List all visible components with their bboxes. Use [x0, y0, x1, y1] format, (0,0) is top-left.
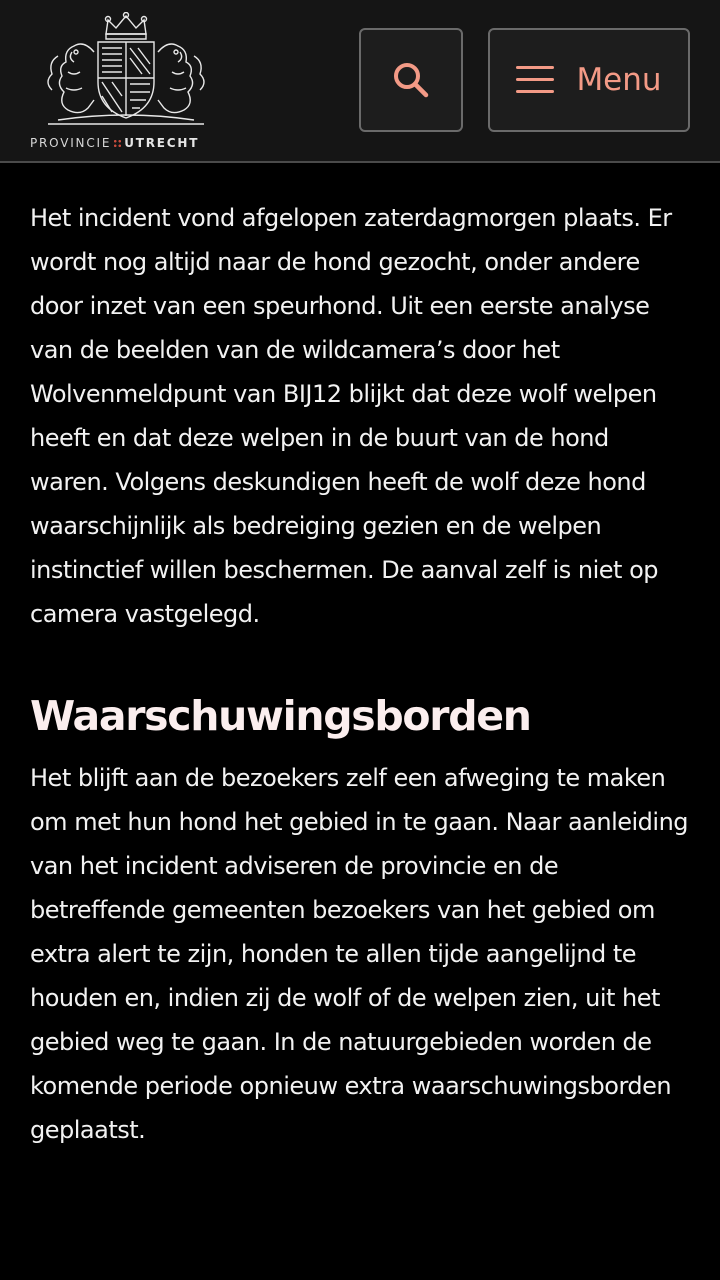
article-paragraph-waarschuwingen: Het blijft aan de bezoekers zelf een afweging te maken om met hun hond het gebied in te gaan. Naar aanleiding van het incident adviseren de provincie en de betreffende gemeenten bezoekers van het gebied om extra alert te zijn, honden te allen tijde aangelijnd te houden en, indien zij de wolf of de welpen zien, uit het gebied weg te gaan. In de natuurgebieden worden de komende periode opnieuw extra waarschuwingsborden geplaatst.	[30, 764, 689, 1144]
search-icon	[391, 60, 431, 100]
search-button[interactable]	[359, 28, 463, 132]
article-body	[30, 196, 694, 1152]
hamburger-icon	[516, 66, 554, 94]
site-header	[0, 0, 720, 163]
coat-of-arms-icon	[28, 12, 224, 130]
logo-word-provincie: PROVINCIE	[30, 136, 112, 150]
section-heading-waarschuwingsborden: Waarschuwingsborden	[30, 692, 531, 740]
logo-wordmark	[30, 136, 230, 150]
provincie-utrecht-logo[interactable]	[28, 12, 228, 154]
logo-separator-icon	[113, 139, 122, 148]
article-paragraph-incident: Het incident vond afgelopen zaterdagmorgen plaats. Er wordt nog altijd naar de hond gezocht, onder andere door inzet van een speurhond. Uit een eerste analyse van de beelden van de wildcamera’s door het Wolvenmeldpunt van BIJ12 blijkt dat deze wolf welpen heeft en dat deze welpen in de buurt van de hond waren. Volgens deskundigen heeft de wolf deze hond waarschijnlijk als bedreiging gezien en de welpen instinctief willen beschermen. De aanval zelf is niet op camera vastgelegd.	[30, 204, 672, 628]
menu-button[interactable]	[488, 28, 690, 132]
logo-word-utrecht: UTRECHT	[124, 136, 200, 150]
menu-label: Menu	[576, 62, 662, 98]
